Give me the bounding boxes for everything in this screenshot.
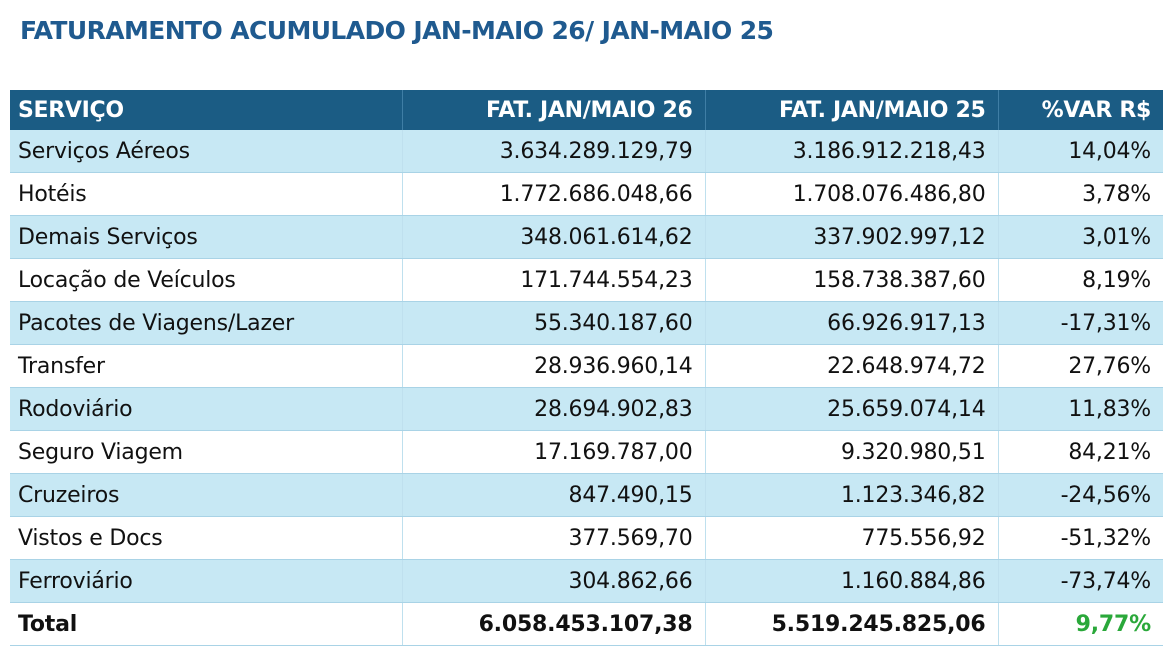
total-fat-2025: 5.519.245.825,06 (705, 603, 998, 646)
cell-var: -24,56% (998, 474, 1163, 517)
cell-fat-2025: 158.738.387,60 (705, 259, 998, 302)
cell-fat-2025: 337.902.997,12 (705, 216, 998, 259)
total-var: 9,77% (998, 603, 1163, 646)
revenue-table (10, 90, 1163, 646)
cell-fat-2025: 25.659.074,14 (705, 388, 998, 431)
table-row (10, 431, 1163, 474)
cell-service: Transfer (10, 345, 402, 388)
cell-fat-2026: 1.772.686.048,66 (402, 173, 705, 216)
cell-fat-2026: 17.169.787,00 (402, 431, 705, 474)
cell-fat-2025: 3.186.912.218,43 (705, 130, 998, 173)
cell-var: 8,19% (998, 259, 1163, 302)
table-row (10, 130, 1163, 173)
cell-fat-2025: 1.123.346,82 (705, 474, 998, 517)
cell-var: 3,01% (998, 216, 1163, 259)
table-row (10, 474, 1163, 517)
cell-service: Hotéis (10, 173, 402, 216)
cell-service: Rodoviário (10, 388, 402, 431)
cell-fat-2026: 847.490,15 (402, 474, 705, 517)
cell-var: 14,04% (998, 130, 1163, 173)
total-row (10, 603, 1163, 646)
cell-var: 11,83% (998, 388, 1163, 431)
cell-service: Pacotes de Viagens/Lazer (10, 302, 402, 345)
total-label: Total (10, 603, 402, 646)
table-row (10, 216, 1163, 259)
cell-fat-2026: 55.340.187,60 (402, 302, 705, 345)
table-header-row (10, 90, 1163, 130)
cell-fat-2025: 22.648.974,72 (705, 345, 998, 388)
cell-service: Locação de Veículos (10, 259, 402, 302)
table-row (10, 517, 1163, 560)
cell-service: Seguro Viagem (10, 431, 402, 474)
cell-fat-2026: 3.634.289.129,79 (402, 130, 705, 173)
total-fat-2026: 6.058.453.107,38 (402, 603, 705, 646)
cell-fat-2026: 304.862,66 (402, 560, 705, 603)
cell-var: -51,32% (998, 517, 1163, 560)
table-row (10, 173, 1163, 216)
cell-fat-2026: 28.936.960,14 (402, 345, 705, 388)
cell-fat-2025: 1.708.076.486,80 (705, 173, 998, 216)
cell-fat-2025: 66.926.917,13 (705, 302, 998, 345)
cell-fat-2026: 171.744.554,23 (402, 259, 705, 302)
table-row (10, 259, 1163, 302)
cell-var: 27,76% (998, 345, 1163, 388)
table-row (10, 388, 1163, 431)
header-fat-2025: FAT. JAN/MAIO 25 (705, 90, 998, 130)
cell-service: Vistos e Docs (10, 517, 402, 560)
cell-var: 3,78% (998, 173, 1163, 216)
cell-service: Serviços Aéreos (10, 130, 402, 173)
cell-var: -17,31% (998, 302, 1163, 345)
cell-var: 84,21% (998, 431, 1163, 474)
cell-fat-2025: 775.556,92 (705, 517, 998, 560)
header-fat-2026: FAT. JAN/MAIO 26 (402, 90, 705, 130)
header-var: %VAR R$ (998, 90, 1163, 130)
cell-fat-2026: 28.694.902,83 (402, 388, 705, 431)
cell-fat-2026: 348.061.614,62 (402, 216, 705, 259)
cell-service: Ferroviário (10, 560, 402, 603)
cell-service: Cruzeiros (10, 474, 402, 517)
table-row (10, 345, 1163, 388)
cell-var: -73,74% (998, 560, 1163, 603)
cell-service: Demais Serviços (10, 216, 402, 259)
page-title: FATURAMENTO ACUMULADO JAN-MAIO 26/ JAN-MAIO 25 (20, 16, 774, 45)
header-servico: SERVIÇO (10, 90, 402, 130)
cell-fat-2025: 1.160.884,86 (705, 560, 998, 603)
table-row (10, 560, 1163, 603)
table-row (10, 302, 1163, 345)
cell-fat-2025: 9.320.980,51 (705, 431, 998, 474)
cell-fat-2026: 377.569,70 (402, 517, 705, 560)
